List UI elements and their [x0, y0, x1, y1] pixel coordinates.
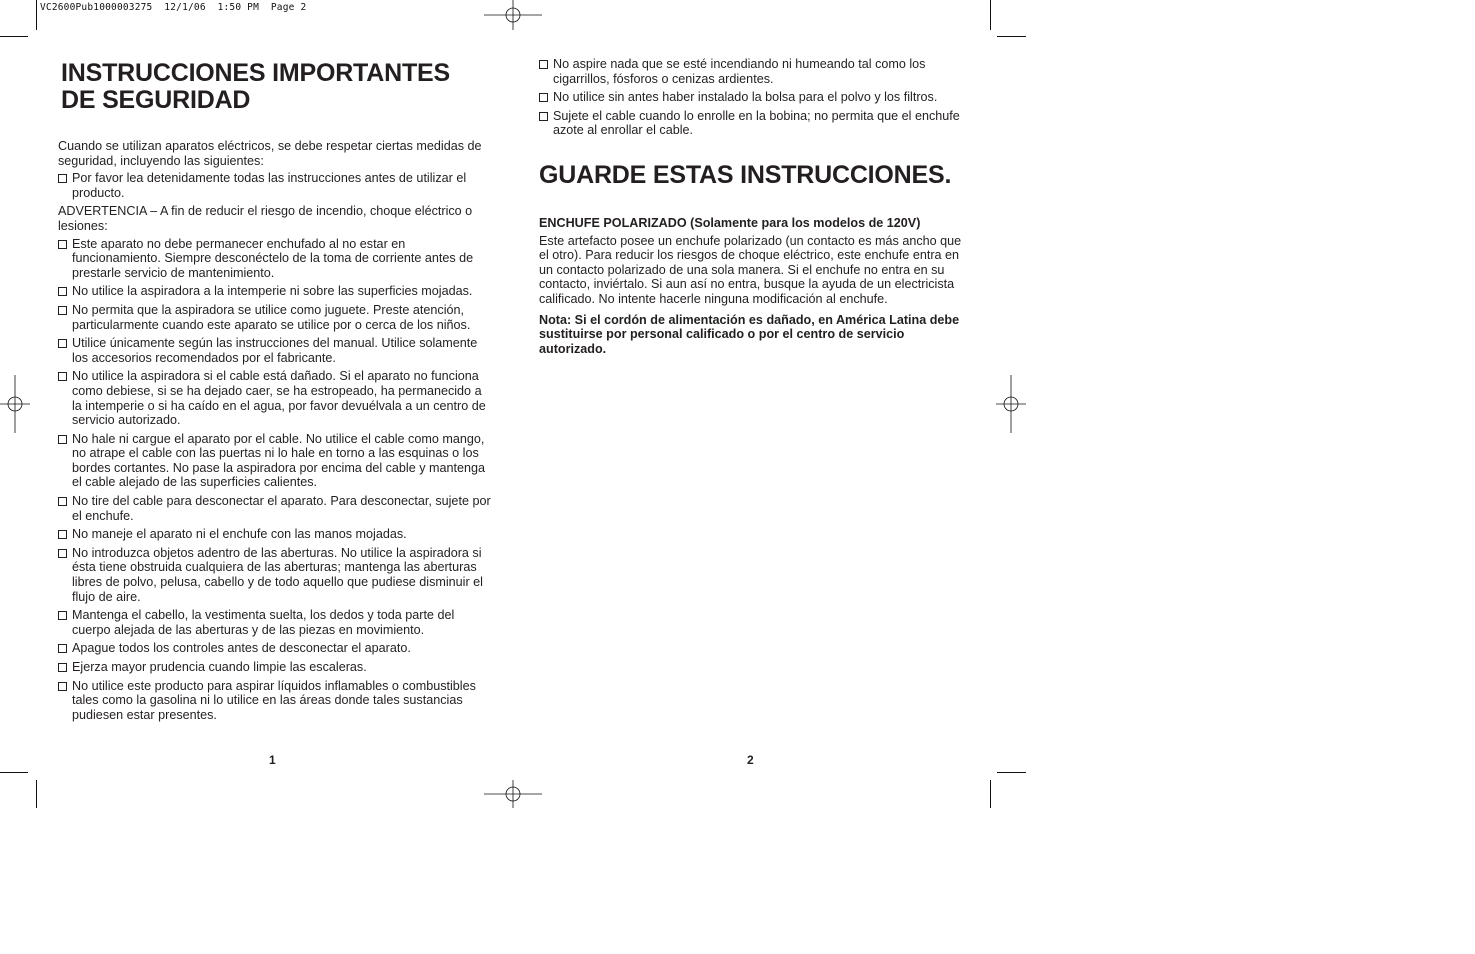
safety-title	[61, 60, 494, 114]
checkbox-bullet-icon	[539, 112, 548, 121]
left-page	[58, 60, 494, 726]
list-item-text: No hale ni cargue el aparato por el cable. No utilice el cable como mango, no atrape el cable con las puertas ni lo hale en torno a las esquinas o los bordes cortantes. No pase la aspiradora por encima del cable y mantenga el cable alejado de las superficies calientes.	[72, 431, 486, 490]
safety-list	[58, 237, 494, 723]
save-instructions-title: GUARDE ESTAS INSTRUCCIONES.	[539, 160, 952, 189]
warning-text: ADVERTENCIA – A fin de reducir el riesgo de incendio, choque eléctrico o lesiones:	[58, 204, 473, 233]
checkbox-bullet-icon	[58, 306, 67, 315]
page-number-right: 2	[747, 753, 754, 767]
print-slug: VC2600Pub1000003275 12/1/06 1:50 PM Page 2	[40, 2, 307, 13]
checkbox-bullet-icon	[58, 240, 67, 249]
list-item	[58, 336, 494, 365]
list-item	[58, 171, 494, 200]
list-item-text: No utilice la aspiradora a la intemperie ni sobre las superficies mojadas.	[72, 284, 473, 299]
list-item	[58, 546, 494, 604]
list-item	[539, 57, 969, 86]
list-item	[58, 641, 494, 656]
list-item-text: Utilice únicamente según las instrucciones del manual. Utilice solamente los accesorios recomendados por el fabricante.	[72, 336, 478, 365]
continued-list	[539, 57, 969, 138]
list-item-text: No permita que la aspiradora se utilice como juguete. Preste atención, particularmente cuando este aparato se utilice por o cerca de los niños.	[72, 302, 471, 332]
checkbox-bullet-icon	[58, 549, 67, 558]
list-item	[58, 432, 494, 490]
checkbox-bullet-icon	[58, 339, 67, 348]
list-item	[58, 660, 494, 675]
checkbox-bullet-icon	[539, 60, 548, 69]
checkbox-bullet-icon	[58, 174, 67, 183]
list-item-text: Este aparato no debe permanecer enchufado al no estar en funcionamiento. Siempre desconéctelo de la toma de corriente antes de prestarle servicio de mantenimiento.	[72, 236, 474, 280]
checkbox-bullet-icon	[58, 287, 67, 296]
right-page	[539, 57, 969, 359]
list-item	[58, 494, 494, 523]
list-item	[58, 527, 494, 542]
list-item-text: Mantenga el cabello, la vestimenta suelta, los dedos y toda parte del cuerpo alejada de las aberturas y de las piezas en movimiento.	[72, 608, 455, 637]
list-item	[58, 237, 494, 281]
checkbox-bullet-icon	[58, 611, 67, 620]
registration-mark-left	[0, 375, 32, 435]
list-item-text: Ejerza mayor prudencia cuando limpie las escaleras.	[72, 660, 367, 674]
checkbox-bullet-icon	[58, 530, 67, 539]
checkbox-bullet-icon	[58, 663, 67, 672]
list-item-text: No aspire nada que se esté incendiando ni humeando tal como los cigarrillos, fósforos o cenizas ardientes.	[553, 57, 926, 86]
safety-title-line2: DE SEGURIDAD	[61, 86, 251, 114]
checkbox-bullet-icon	[58, 682, 67, 691]
power-cord-note: Nota: Si el cordón de alimentación es dañado, en América Latina debe sustituirse por personal calificado o por el centro de servicio autorizado.	[539, 312, 960, 356]
polarized-plug-heading: ENCHUFE POLARIZADO (Solamente para los modelos de 120V)	[539, 215, 921, 230]
registration-mark-bottom	[484, 780, 544, 810]
checkbox-bullet-icon	[58, 372, 67, 381]
checkbox-bullet-icon	[58, 497, 67, 506]
first-list	[58, 171, 494, 200]
list-item-text: Por favor lea detenidamente todas las instrucciones antes de utilizar el producto.	[72, 171, 467, 200]
list-item	[539, 90, 969, 105]
list-item-text: No utilice sin antes haber instalado la bolsa para el polvo y los filtros.	[553, 90, 938, 105]
registration-mark-top	[484, 0, 544, 32]
list-item-text: No utilice la aspiradora si el cable está dañado. Si el aparato no funciona como debiese, si se ha dejado caer, se ha estropeado, ha permanecido a la intemperie o si ha caído en el agua, por favor devuélvala a un centro de servicio autorizado.	[72, 369, 486, 428]
list-item	[539, 109, 969, 138]
list-item	[58, 369, 494, 427]
checkbox-bullet-icon	[539, 93, 548, 102]
safety-title-line1: INSTRUCCIONES IMPORTANTES	[61, 59, 450, 87]
list-item-text: No tire del cable para desconectar el aparato. Para desconectar, sujete por el enchufe.	[72, 494, 491, 523]
intro-text: Cuando se utilizan aparatos eléctricos, se debe respetar ciertas medidas de seguridad, incluyendo las siguientes:	[58, 139, 482, 168]
checkbox-bullet-icon	[58, 435, 67, 444]
list-item	[58, 679, 494, 723]
page-number-left: 1	[269, 753, 276, 767]
list-item-text: No utilice este producto para aspirar líquidos inflamables o combustibles tales como la gasolina ni lo utilice en las áreas donde tales sustancias pudiesen estar presentes.	[72, 678, 476, 722]
polarized-plug-text: Este artefacto posee un enchufe polarizado (un contacto es más ancho que el otro). Para reducir los riesgos de choque eléctrico, este enchufe entra en un contacto polarizado de una sola manera. Si el enchufe no entra en su contacto, inviértalo. Si aun así no entra, busque la ayuda de un electricista calificado. No intente hacerle ninguna modificación al enchufe.	[539, 233, 962, 306]
registration-mark-right	[996, 375, 1028, 435]
list-item	[58, 303, 494, 332]
list-item	[58, 284, 494, 299]
list-item-text: Sujete el cable cuando lo enrolle en la bobina; no permita que el enchufe azote al enrollar el cable.	[553, 108, 960, 138]
list-item	[58, 608, 494, 637]
list-item-text: No maneje el aparato ni el enchufe con las manos mojadas.	[72, 527, 407, 542]
checkbox-bullet-icon	[58, 644, 67, 653]
list-item-text: No introduzca objetos adentro de las aberturas. No utilice la aspiradora si ésta tiene obstruida cualquiera de las aberturas; mantenga las aberturas libres de polvo, pelusa, cabello y de todo aquello que pudiese disminuir el flujo de aire.	[72, 545, 483, 604]
list-item-text: Apague todos los controles antes de desconectar el aparato.	[72, 641, 411, 656]
